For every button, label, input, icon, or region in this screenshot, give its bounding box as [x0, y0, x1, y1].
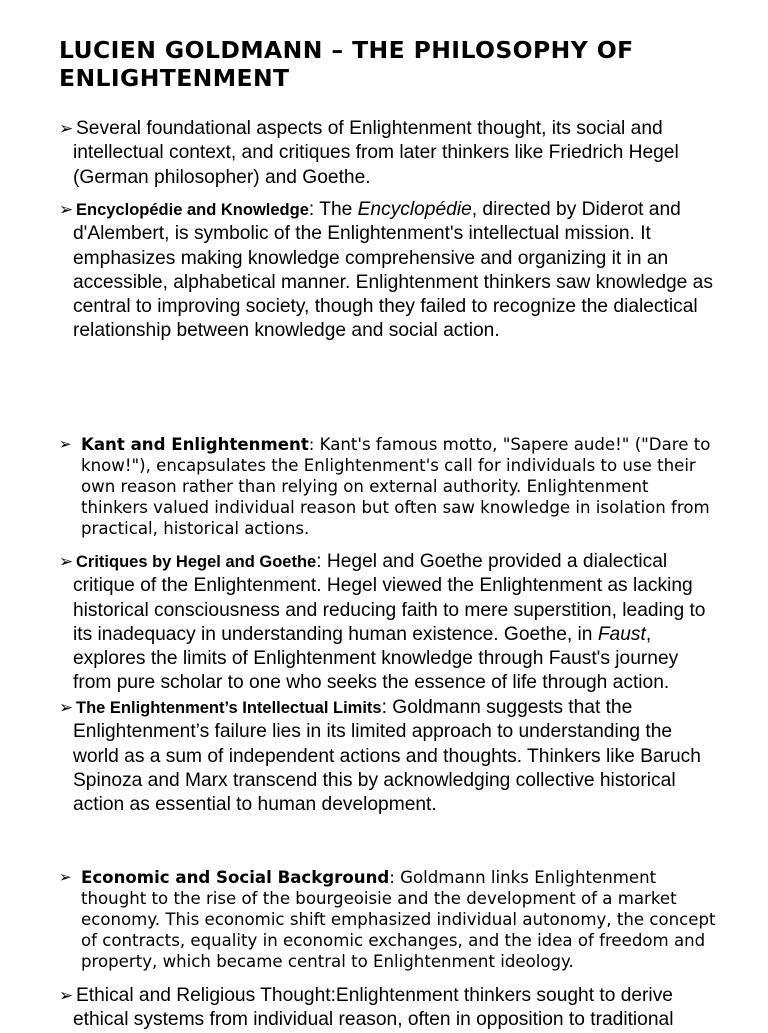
bullet-lead: Economic and Social Background	[81, 868, 390, 887]
bullet-lead: Critiques by Hegel and Goethe	[76, 553, 317, 571]
bullet-kant	[59, 434, 719, 539]
arrow-bullet-icon: ➢	[59, 200, 74, 220]
bullet-text: The Enlightenment’s Intellectual Limits: Goldmann suggests that the Enlightenment’s failure lies in its limited approach to understanding the world as a sum of independent actions and thoughts. Thinkers like Baruch Spinoza and Marx transcend this by acknowledging collective historical action as essential to human development.	[73, 697, 701, 816]
italic-term: Faust	[597, 623, 646, 645]
bullet-lead: The Enlightenment’s Intellectual Limits	[76, 699, 382, 717]
arrow-bullet-icon: ➢	[59, 868, 72, 886]
bullet-economic-social	[59, 867, 719, 972]
bullet-text: Economic and Social Background: Goldmann links Enlightenment thought to the rise of the bourgeoisie and the development of a market economy. This economic shift emphasized individual autonomy, the concept of contracts, equality in economic exchanges, and the idea of freedom and property, which became central to Enlightenment ideology.	[81, 868, 716, 971]
arrow-bullet-icon: ➢	[59, 119, 74, 139]
bullet-text: Critiques by Hegel and Goethe: Hegel and Goethe provided a dialectical critique of the Enlightenment. Hegel viewed the Enlightenment as lacking historical consciousness and reducing faith to mere superstition, leading to its inadequacy in understanding human existence. Goethe, in Faust, explores the limits of Enlightenment knowledge through Faust's journey from pure scholar to one who seeks the essence of life through action.	[73, 551, 706, 694]
page-title: LUCIEN GOLDMANN – THE PHILOSOPHY OF ENLIGHTENMENT	[59, 36, 634, 92]
bullet-text: Encyclopédie and Knowledge: The Encyclopédie, directed by Diderot and d'Alembert, is symbolic of the Enlightenment's intellectual mission. It emphasizes making knowledge comprehensive and organizing it in an accessible, alphabetical manner. Enlightenment thinkers saw knowledge as central to improving society, though they failed to recognize the dialectical relationship between knowledge and social action.	[73, 199, 713, 342]
bullet-intellectual-limits	[59, 696, 719, 817]
bullet-text: Several foundational aspects of Enlightenment thought, its social and intellectual context, and critiques from later thinkers like Friedrich Hegel (German philosopher) and Goethe.	[73, 118, 679, 188]
bullet-encyclopedie	[59, 198, 719, 344]
bullet-ethical-religious	[59, 984, 719, 1033]
bullet-lead: Encyclopédie and Knowledge	[76, 201, 309, 219]
bullet-lead: Kant and Enlightenment	[81, 435, 309, 454]
bullet-text: Ethical and Religious Thought:Enlightenment thinkers sought to derive ethical systems from individual reason, often in opposition to traditional	[73, 985, 674, 1031]
bullet-hegel-goethe	[59, 550, 719, 696]
italic-term: Encyclopédie	[357, 199, 472, 220]
arrow-bullet-icon: ➢	[59, 986, 74, 1006]
arrow-bullet-icon: ➢	[59, 435, 72, 453]
bullet-text: Kant and Enlightenment: Kant's famous motto, "Sapere aude!" ("Dare to know!"), encapsulates the Enlightenment's call for individuals to use their own reason rather than relying on external authority. Enlightenment thinkers valued individual reason but often saw knowledge in isolation from practical, historical actions.	[81, 435, 711, 538]
arrow-bullet-icon: ➢	[59, 552, 74, 572]
bullet-intro	[59, 117, 719, 190]
arrow-bullet-icon: ➢	[59, 698, 74, 718]
